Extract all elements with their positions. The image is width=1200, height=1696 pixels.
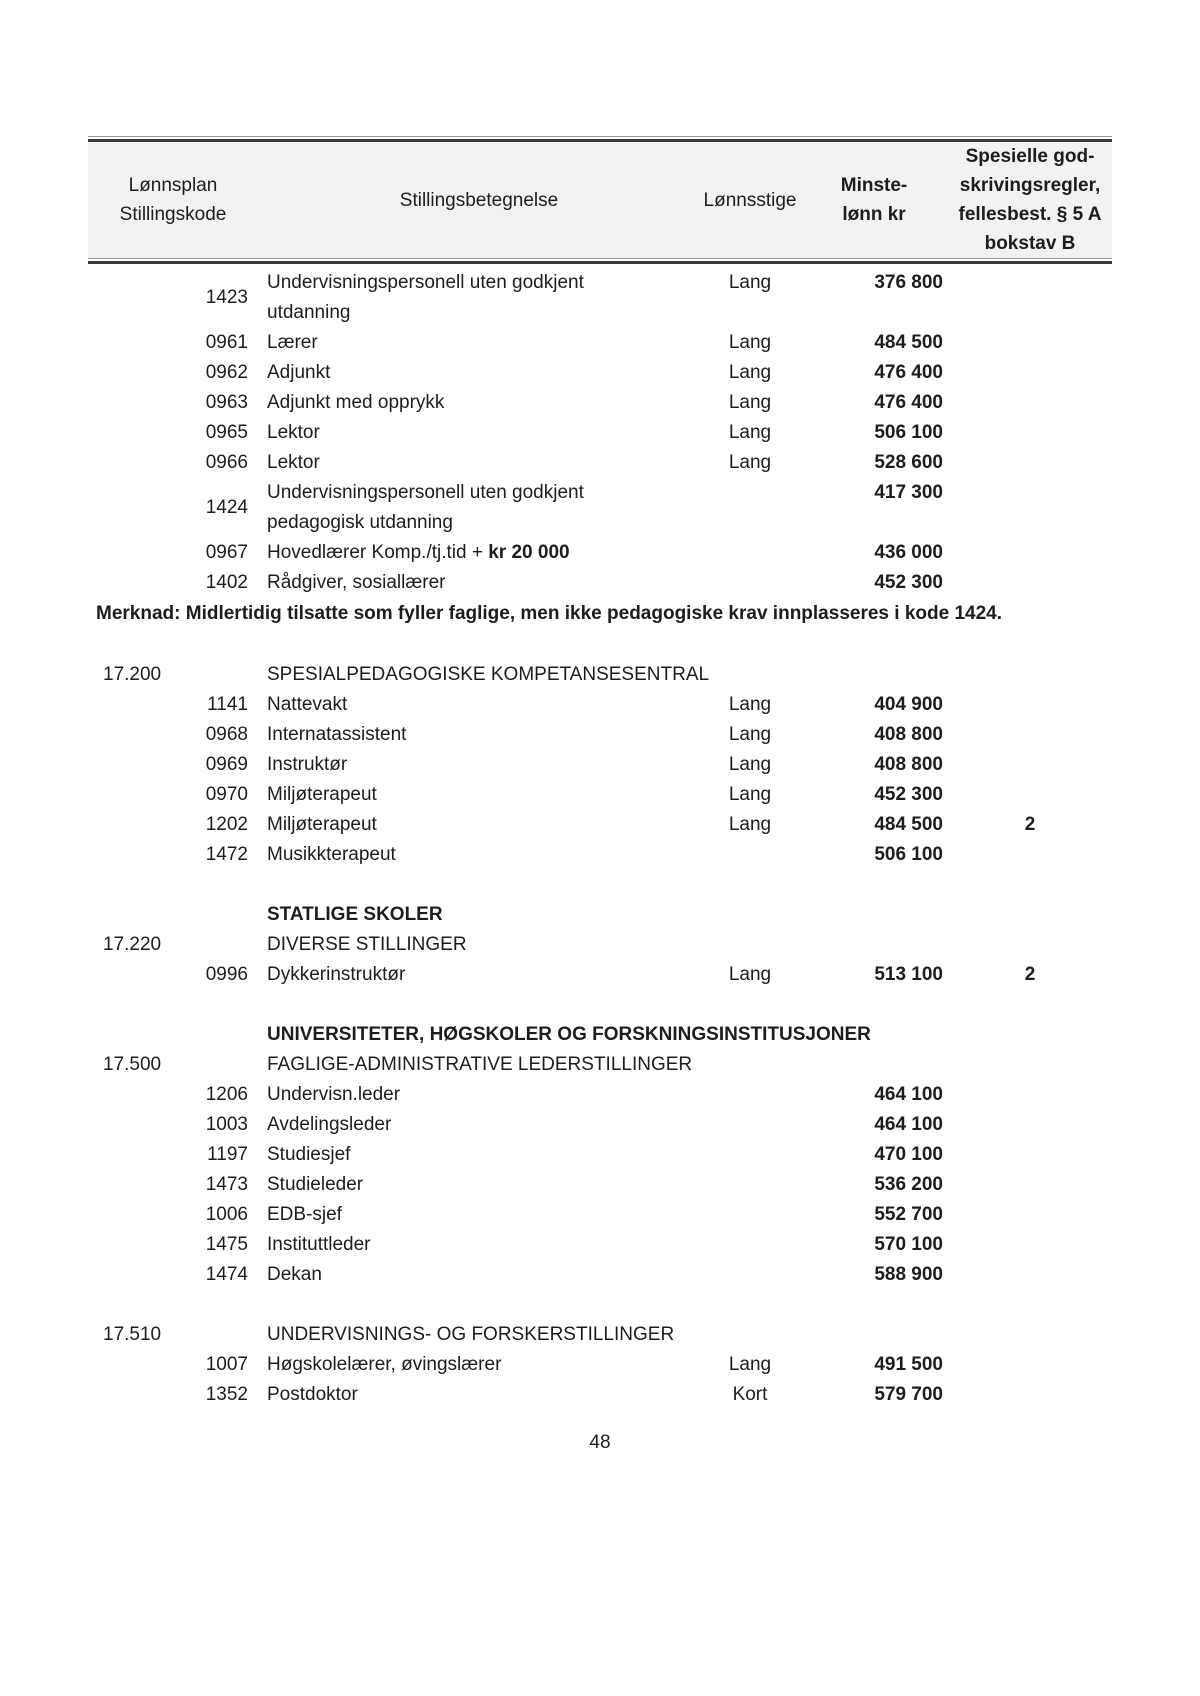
amount-cell: 484 500 xyxy=(874,814,943,835)
header-text: Lønnsstige xyxy=(703,189,797,211)
header-text: fellesbest. § 5 A xyxy=(958,204,1102,225)
section-title: UNIVERSITETER, HØGSKOLER OG FORSKNINGSINSTITUSJONER xyxy=(267,1024,871,1045)
header-lonnsplan-stillingskode xyxy=(88,142,258,258)
title-text: Undervisn.leder xyxy=(267,1084,401,1105)
title-cell xyxy=(258,268,700,328)
amount-cell: 452 300 xyxy=(874,572,943,593)
table-row xyxy=(88,358,1112,388)
title-cell xyxy=(258,1350,700,1380)
amount-cell: 513 100 xyxy=(874,964,943,985)
title-cell xyxy=(258,720,700,750)
table-row xyxy=(88,1350,1112,1380)
header-text: Stillingskode xyxy=(119,204,227,225)
title-text: Lektor xyxy=(267,452,320,473)
title-cell xyxy=(258,1230,700,1260)
table-row xyxy=(88,478,1112,538)
salary-table xyxy=(88,136,1112,1410)
title-cell xyxy=(258,1110,700,1140)
section-title: DIVERSE STILLINGER xyxy=(267,934,467,955)
title-cell xyxy=(258,358,700,388)
spacer xyxy=(88,990,1112,1020)
amount-cell: 579 700 xyxy=(874,1384,943,1405)
note-cell: 2 xyxy=(1024,964,1036,985)
title-text: Undervisningspersonell uten godkjent xyxy=(267,482,584,503)
table-row xyxy=(88,568,1112,598)
stige-cell: Lang xyxy=(728,272,772,293)
code-cell: 1424 xyxy=(205,497,248,518)
title-cell xyxy=(258,568,700,598)
section-title: STATLIGE SKOLER xyxy=(267,904,443,925)
section-row xyxy=(88,1020,1112,1050)
title-text: Undervisningspersonell uten godkjent xyxy=(267,272,584,293)
title-cell xyxy=(258,1170,700,1200)
code-cell: 1206 xyxy=(205,1084,248,1105)
title-text: Nattevakt xyxy=(267,694,348,715)
note-cell: 2 xyxy=(1024,814,1036,835)
title-text: Postdoktor xyxy=(267,1384,358,1405)
table-row xyxy=(88,960,1112,990)
title-text-line2: pedagogisk utdanning xyxy=(267,512,453,533)
stige-cell: Lang xyxy=(728,332,772,353)
title-cell xyxy=(258,690,700,720)
table-row xyxy=(88,1140,1112,1170)
title-text: Lærer xyxy=(267,332,318,353)
section-row xyxy=(88,930,1112,960)
section-number: 17.500 xyxy=(103,1054,162,1075)
amount-cell: 491 500 xyxy=(874,1354,943,1375)
title-text: Miljøterapeut xyxy=(267,784,377,805)
table-row xyxy=(88,690,1112,720)
title-text: Høgskolelærer, øvingslærer xyxy=(267,1354,502,1375)
table-body xyxy=(88,264,1112,1410)
table-row xyxy=(88,1080,1112,1110)
header-text: lønn kr xyxy=(842,204,906,225)
stige-cell: Lang xyxy=(728,754,772,775)
stige-cell: Lang xyxy=(728,1354,772,1375)
amount-cell: 570 100 xyxy=(874,1234,943,1255)
title-cell xyxy=(258,1200,700,1230)
table-row xyxy=(88,1110,1112,1140)
code-cell: 0965 xyxy=(205,422,248,443)
title-cell xyxy=(258,1080,700,1110)
title-text-line2: utdanning xyxy=(267,302,351,323)
table-row xyxy=(88,810,1112,840)
table-row xyxy=(88,1200,1112,1230)
table-row xyxy=(88,840,1112,870)
amount-cell: 436 000 xyxy=(874,542,943,563)
table-row xyxy=(88,1260,1112,1290)
table-row xyxy=(88,418,1112,448)
title-text: Dekan xyxy=(267,1264,322,1285)
code-cell: 1473 xyxy=(205,1174,248,1195)
section-row xyxy=(88,900,1112,930)
header-text: bokstav B xyxy=(984,233,1076,254)
code-cell: 1423 xyxy=(205,287,248,308)
table-row xyxy=(88,720,1112,750)
stige-cell: Lang xyxy=(728,694,772,715)
code-cell: 1475 xyxy=(205,1234,248,1255)
stige-cell: Kort xyxy=(732,1384,768,1405)
title-cell xyxy=(258,538,700,568)
amount-cell: 408 800 xyxy=(874,724,943,745)
amount-cell: 464 100 xyxy=(874,1114,943,1135)
section-number: 17.220 xyxy=(103,934,162,955)
amount-cell: 417 300 xyxy=(874,482,943,503)
title-cell xyxy=(258,960,700,990)
stige-cell: Lang xyxy=(728,362,772,383)
title-text: Dykkerinstruktør xyxy=(267,964,406,985)
amount-cell: 588 900 xyxy=(874,1264,943,1285)
code-cell: 0996 xyxy=(205,964,248,985)
code-cell: 1402 xyxy=(205,572,248,593)
title-text: Studieleder xyxy=(267,1174,364,1195)
amount-cell: 404 900 xyxy=(874,694,943,715)
page-number: 48 xyxy=(589,1432,611,1453)
header-text: Spesielle god- xyxy=(965,146,1095,167)
section-row xyxy=(88,1320,1112,1350)
code-cell: 1006 xyxy=(205,1204,248,1225)
amount-cell: 408 800 xyxy=(874,754,943,775)
table-row xyxy=(88,328,1112,358)
title-cell xyxy=(258,328,700,358)
spacer xyxy=(88,630,1112,660)
table-note: Merknad: Midlertidig tilsatte som fyller faglige, men ikke pedagogiske krav innplasseres i kode 1424. xyxy=(96,603,1002,624)
title-text: Instruktør xyxy=(267,754,348,775)
title-cell xyxy=(258,840,700,870)
title-cell xyxy=(258,810,700,840)
header-lonnsstige xyxy=(700,142,800,258)
stige-cell: Lang xyxy=(728,452,772,473)
header-spesielle-godskrivingsregler xyxy=(948,142,1112,258)
stige-cell: Lang xyxy=(728,964,772,985)
table-row xyxy=(88,268,1112,328)
code-cell: 0963 xyxy=(205,392,248,413)
title-cell xyxy=(258,448,700,478)
table-header xyxy=(88,142,1112,258)
title-cell xyxy=(258,418,700,448)
section-title: FAGLIGE-ADMINISTRATIVE LEDERSTILLINGER xyxy=(267,1054,693,1075)
section-row xyxy=(88,1050,1112,1080)
code-cell: 1141 xyxy=(207,694,248,715)
title-text: Musikkterapeut xyxy=(267,844,396,865)
code-cell: 0968 xyxy=(205,724,248,745)
title-cell xyxy=(258,780,700,810)
header-minstelonn xyxy=(800,142,948,258)
code-cell: 0967 xyxy=(205,542,248,563)
title-text: Studiesjef xyxy=(267,1144,351,1165)
code-cell: 1007 xyxy=(205,1354,248,1375)
amount-cell: 536 200 xyxy=(874,1174,943,1195)
table-row xyxy=(88,1230,1112,1260)
title-cell xyxy=(258,388,700,418)
header-text: skrivingsregler, xyxy=(959,175,1101,196)
code-cell: 1197 xyxy=(207,1144,248,1165)
header-text: Lønnsplan xyxy=(128,175,218,196)
code-cell: 0962 xyxy=(205,362,248,383)
amount-cell: 476 400 xyxy=(874,362,943,383)
code-cell: 1352 xyxy=(205,1384,248,1405)
title-text: Instituttleder xyxy=(267,1234,371,1255)
stige-cell: Lang xyxy=(728,422,772,443)
table-row xyxy=(88,448,1112,478)
amount-cell: 506 100 xyxy=(874,844,943,865)
section-title: UNDERVISNINGS- OG FORSKERSTILLINGER xyxy=(267,1324,675,1345)
table-row xyxy=(88,1380,1112,1410)
title-cell xyxy=(258,1260,700,1290)
table-row xyxy=(88,388,1112,418)
table-row xyxy=(88,1170,1112,1200)
code-cell: 1202 xyxy=(205,814,248,835)
spacer xyxy=(88,1290,1112,1320)
title-text: Lektor xyxy=(267,422,320,443)
title-text-bold: kr 20 000 xyxy=(488,542,570,563)
header-stillingsbetegnelse xyxy=(258,142,700,258)
code-cell: 0961 xyxy=(205,332,248,353)
title-text: Internatassistent xyxy=(267,724,407,745)
code-cell: 0966 xyxy=(205,452,248,473)
code-cell: 1474 xyxy=(205,1264,248,1285)
amount-cell: 528 600 xyxy=(874,452,943,473)
amount-cell: 464 100 xyxy=(874,1084,943,1105)
code-cell: 1003 xyxy=(205,1114,248,1135)
title-cell xyxy=(258,1380,700,1410)
title-text: Adjunkt xyxy=(267,362,331,383)
stige-cell: Lang xyxy=(728,814,772,835)
section-number: 17.200 xyxy=(103,664,162,685)
title-text: Rådgiver, sosiallærer xyxy=(267,572,446,593)
spacer xyxy=(88,870,1112,900)
title-text: Hovedlærer Komp./tj.tid + xyxy=(267,542,489,563)
section-row xyxy=(88,660,1112,690)
title-text: Avdelingsleder xyxy=(267,1114,392,1135)
title-text: Miljøterapeut xyxy=(267,814,377,835)
stige-cell: Lang xyxy=(728,724,772,745)
title-cell xyxy=(258,478,700,538)
code-cell: 1472 xyxy=(205,844,248,865)
header-text: Minste- xyxy=(840,175,908,196)
stige-cell: Lang xyxy=(728,784,772,805)
amount-cell: 506 100 xyxy=(874,422,943,443)
amount-cell: 452 300 xyxy=(874,784,943,805)
code-cell: 0970 xyxy=(205,784,248,805)
amount-cell: 552 700 xyxy=(874,1204,943,1225)
title-cell xyxy=(258,750,700,780)
table-row xyxy=(88,780,1112,810)
section-title: SPESIALPEDAGOGISKE KOMPETANSESENTRAL xyxy=(267,664,710,685)
title-text: Adjunkt med opprykk xyxy=(267,392,445,413)
amount-cell: 484 500 xyxy=(874,332,943,353)
amount-cell: 476 400 xyxy=(874,392,943,413)
section-number: 17.510 xyxy=(103,1324,162,1345)
table-row xyxy=(88,538,1112,568)
header-text: Stillingsbetegnelse xyxy=(399,189,559,211)
table-row xyxy=(88,750,1112,780)
amount-cell: 376 800 xyxy=(874,272,943,293)
stige-cell: Lang xyxy=(728,392,772,413)
title-cell xyxy=(258,1140,700,1170)
title-text: EDB-sjef xyxy=(267,1204,342,1225)
amount-cell: 470 100 xyxy=(874,1144,943,1165)
code-cell: 0969 xyxy=(205,754,248,775)
